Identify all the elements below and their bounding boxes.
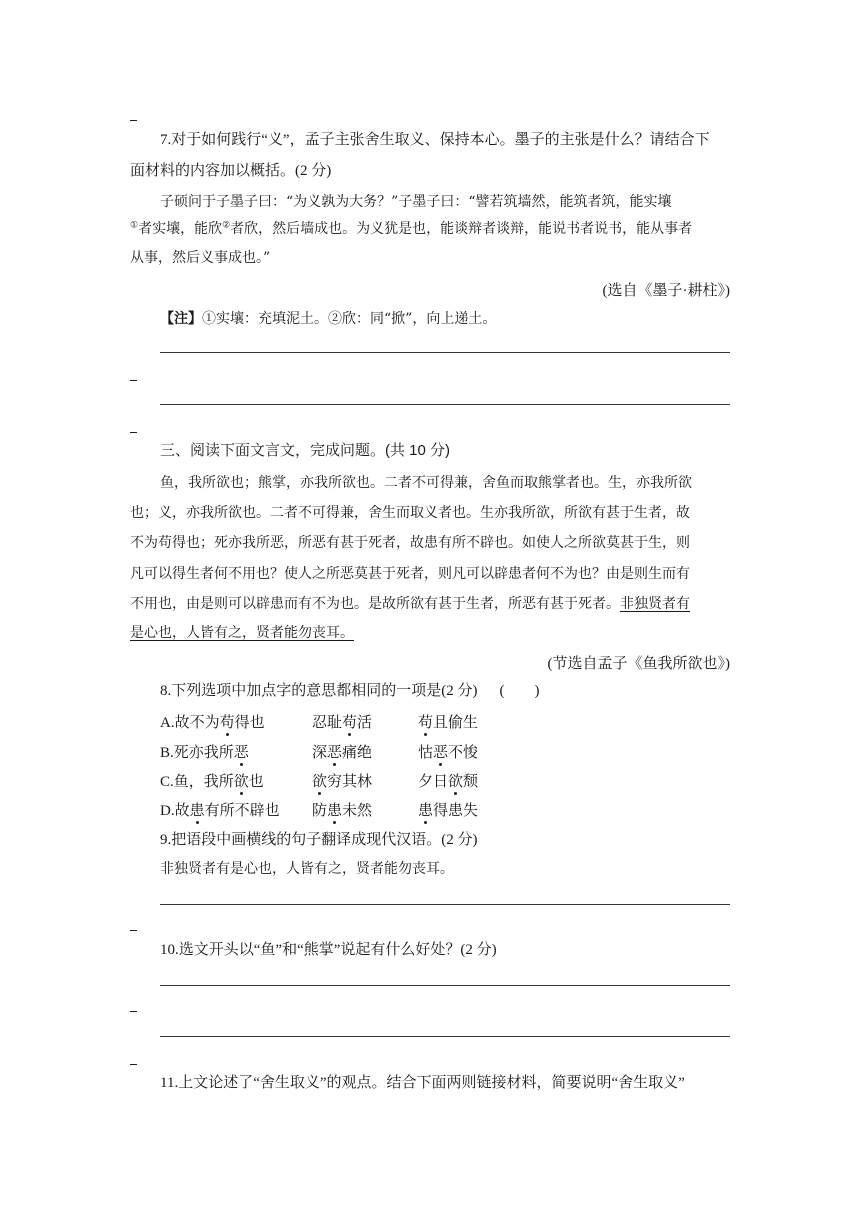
option-text: 痛绝 <box>342 743 373 761</box>
answer-line-marker <box>130 432 137 433</box>
option-0-b <box>312 711 372 732</box>
option-text: 未然 <box>342 801 373 819</box>
answer-rule-10b <box>160 1036 730 1037</box>
passage-7-line2-part-b: 者欣，然后墙成也。为义犹是也，能谈辩者谈辩，能说书者说书，能从事者 <box>230 221 693 237</box>
option-3-b <box>312 799 372 820</box>
option-text: 穷其林 <box>327 772 373 790</box>
answer-line-marker <box>130 380 137 381</box>
answer-line-marker <box>130 1064 137 1065</box>
emphasized-character: 恶 <box>433 743 449 761</box>
option-text: 忍耻 <box>312 713 343 731</box>
option-text: A.故不为 <box>160 715 220 731</box>
option-text: C.鱼，我所 <box>160 774 234 790</box>
option-text: 得患失 <box>433 801 479 819</box>
footnote-marker-2: ② <box>222 220 231 231</box>
option-text: 也 <box>248 774 264 790</box>
question-11-stem: 11.上文论述了“舍生取义”的观点。结合下面两则链接材料，简要说明“舍生取义” <box>160 1075 685 1091</box>
option-2-a <box>160 770 264 791</box>
option-3-a <box>160 799 280 820</box>
emphasized-character: 恶 <box>233 745 249 761</box>
option-1-c <box>418 741 478 762</box>
passage-3-line5 <box>130 594 730 614</box>
emphasized-character: 患 <box>418 801 434 819</box>
passage-7-line3: 从事，然后义事成也。” <box>130 250 271 266</box>
note-label: 【注】 <box>160 311 202 327</box>
option-text: 不悛 <box>448 743 479 761</box>
option-text: 且偷生 <box>433 713 479 731</box>
passage-7-line1: 子硕问于子墨子曰：“为义孰为大务？”子墨子曰：“譬若筑墙然，能筑者筑，能实壤 <box>160 194 672 210</box>
option-text: B.死亦我所 <box>160 745 234 761</box>
option-3-c <box>418 799 478 820</box>
emphasized-character: 欲 <box>448 772 464 790</box>
answer-line-marker <box>130 120 137 121</box>
passage-7-line2-part-a: 者实壤，能欣 <box>138 221 223 237</box>
option-2-c <box>418 770 478 791</box>
note-text: ①实壤：充填泥土。②欣：同“掀”，向上递土。 <box>202 311 497 327</box>
emphasized-character: 苟 <box>418 713 434 731</box>
option-text: 深 <box>312 743 328 761</box>
answer-bracket: ( ) <box>499 683 540 699</box>
underlined-sentence-part1: 非独贤者有 <box>620 596 690 612</box>
answer-rule-10a <box>160 985 730 986</box>
passage-7-source: (选自《墨子·耕柱》) <box>602 283 730 299</box>
question-8-stem-text: 8.下列选项中加点字的意思都相同的一项是(2 分) <box>160 683 478 699</box>
emphasized-character: 苟 <box>219 715 235 731</box>
emphasized-character: 欲 <box>312 772 328 790</box>
passage-7-line2 <box>130 219 730 239</box>
passage-3-line3: 不为苟得也；死亦我所恶，所恶有甚于死者，故患有所不辟也。如使人之所欲莫甚于生，则 <box>130 535 690 551</box>
passage-3-line1: 鱼，我所欲也；熊掌，亦我所欲也。二者不可得兼，舍鱼而取熊掌者也。生，亦我所欲 <box>160 475 692 491</box>
passage-3-line2: 也；义，亦我所欲也。二者不可得兼，舍生而取义者也。生亦我所欲，所欲有甚于生者，故 <box>130 505 690 521</box>
answer-line-marker <box>130 930 137 931</box>
emphasized-character: 患 <box>189 803 205 819</box>
question-7-stem-line2: 面材料的内容加以概括。(2 分) <box>130 163 332 179</box>
option-text: D.故 <box>160 803 190 819</box>
option-1-b <box>312 741 372 762</box>
passage-3-line4: 凡可以得生者何不用也？使人之所恶莫甚于死者，则凡可以辟患者何不为也？由是则生而有 <box>130 566 690 582</box>
option-1-a <box>160 741 249 762</box>
option-text: 防 <box>312 801 328 819</box>
emphasized-character: 苟 <box>342 713 358 731</box>
option-text: 怙 <box>418 743 434 761</box>
option-0-c <box>418 711 478 732</box>
answer-line-marker <box>130 1011 137 1012</box>
option-0-a <box>160 711 265 732</box>
answer-rule-9 <box>160 904 730 905</box>
option-text: 颓 <box>463 772 479 790</box>
emphasized-character: 恶 <box>327 743 343 761</box>
option-text: 活 <box>357 713 373 731</box>
question-7-stem-line1: 7.对于如何践行“义”，孟子主张舍生取义、保持本心。墨子的主张是什么？请结合下 <box>160 132 710 148</box>
passage-3-line6 <box>130 623 730 643</box>
emphasized-character: 欲 <box>233 774 249 790</box>
passage-3-line5-text: 不用也，由是则可以辟患而有不为也。是故所欲有甚于生者，所恶有甚于死者。 <box>130 596 620 612</box>
passage-3-source: (节选自孟子《鱼我所欲也》) <box>547 656 730 672</box>
question-9-stem: 9.把语段中画横线的句子翻译成现代汉语。(2 分) <box>160 832 478 848</box>
section-3-heading: 三、阅读下面文言文，完成问题。(共 10 分) <box>160 442 451 459</box>
option-2-b <box>312 770 372 791</box>
footnote-marker-1: ① <box>130 220 139 231</box>
passage-7-note <box>160 309 730 329</box>
emphasized-character: 患 <box>327 801 343 819</box>
option-text: 夕日 <box>418 772 449 790</box>
question-8-stem <box>160 681 730 701</box>
option-text: 有所不辟也 <box>204 803 280 819</box>
question-9-sentence: 非独贤者有是心也，人皆有之，贤者能勿丧耳。 <box>160 861 454 877</box>
underlined-sentence-part2: 是心也，人皆有之，贤者能勿丧耳。 <box>130 625 354 641</box>
question-10-stem: 10.选文开头以“鱼”和“熊掌”说起有什么好处？(2 分) <box>160 942 497 958</box>
answer-rule-7a <box>160 352 730 353</box>
option-text: 得也 <box>234 715 265 731</box>
answer-rule-7b <box>160 404 730 405</box>
